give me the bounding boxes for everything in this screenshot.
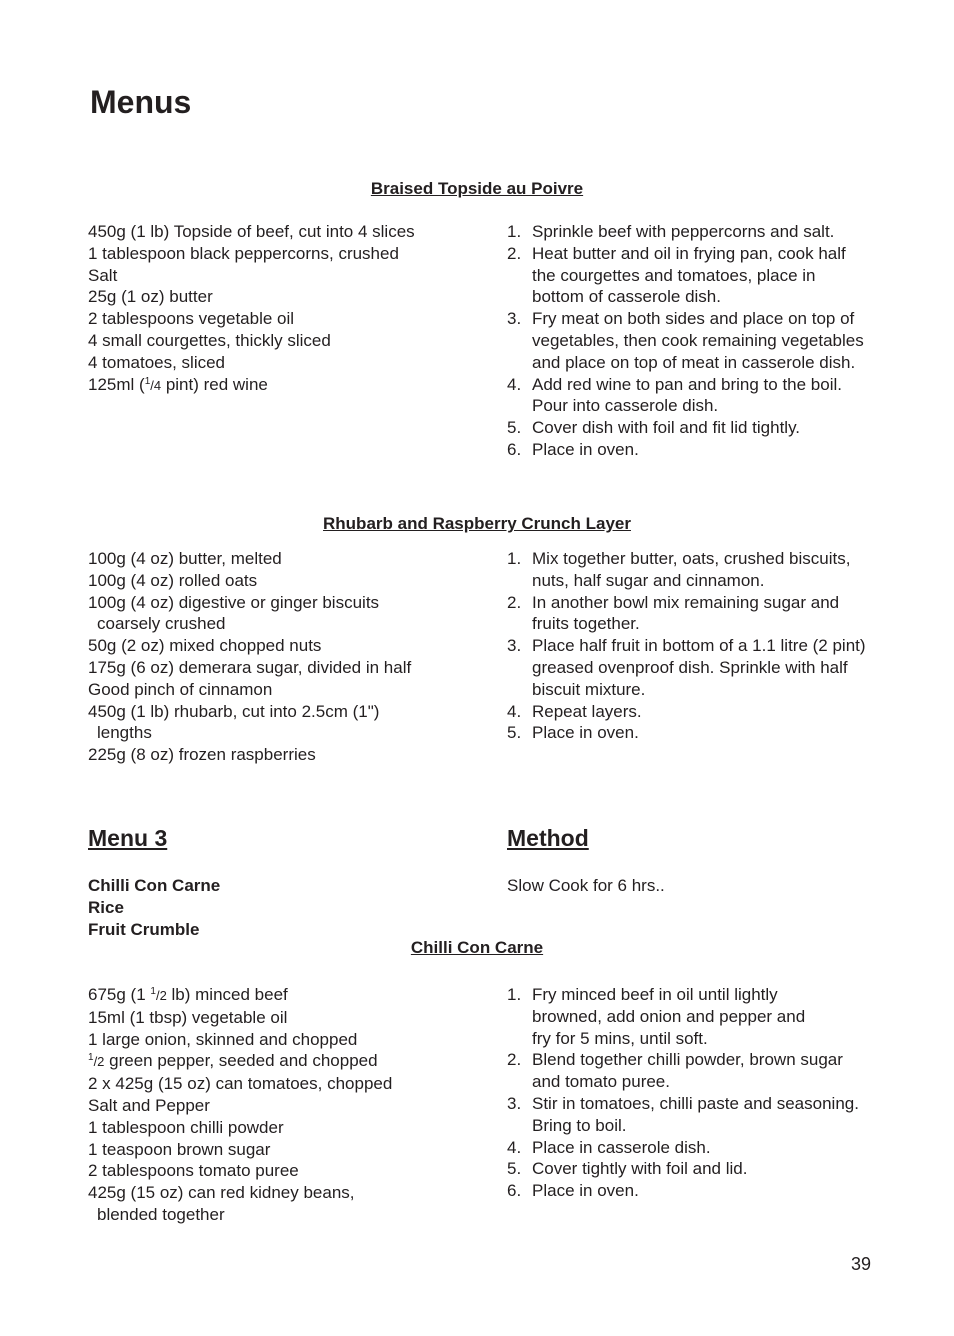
step-item: [507, 439, 867, 461]
recipe-title-braised-topside: Braised Topside au Poivre: [370, 179, 584, 198]
fraction-numerator: 1: [88, 1052, 94, 1064]
step-text: Cover dish with foil and fit lid tightly.: [532, 418, 801, 438]
steps-list-rhubarb-crunch: [507, 548, 867, 744]
step-text: Add red wine to pan and bring to the boil. Pour into casserole dish.: [532, 374, 842, 416]
step-number: 4.: [507, 701, 522, 721]
recipe-title-chilli-con-carne: Chilli Con Carne: [410, 938, 544, 957]
step-number: 2.: [507, 592, 522, 612]
step-text: Fry minced beef in oil until lightly browned, add onion and pepper and fry for 5 mins, until soft.: [532, 985, 806, 1048]
fraction-denominator: /4: [150, 377, 162, 393]
ingredient-item: 2 tablespoons tomato puree: [88, 1161, 299, 1181]
step-number: 5.: [507, 723, 522, 743]
step-text: Place half fruit in bottom of a 1.1 litre (2 pint) greased ovenproof dish. Sprinkle with half biscuit mixture.: [532, 636, 866, 699]
step-number: 2.: [507, 1050, 522, 1070]
step-item: [507, 1137, 867, 1159]
ingredients-list-rhubarb-crunch: [88, 548, 488, 766]
step-item: [507, 417, 867, 439]
ingredient-item-wine: [88, 374, 488, 397]
step-number: 5.: [507, 418, 522, 438]
ingredient-item: Salt and Pepper: [88, 1095, 210, 1115]
step-item: [507, 701, 867, 723]
fraction-numerator: 1: [144, 375, 151, 387]
menu-item: Rice: [88, 897, 124, 917]
ingredients-list-chilli-con-carne: [88, 984, 488, 1226]
menu-items-list: [88, 875, 220, 940]
step-text: Place in oven.: [532, 723, 639, 743]
step-text: Place in oven.: [532, 1181, 639, 1201]
ingredient-item: 450g (1 lb) Topside of beef, cut into 4 slices: [88, 222, 415, 241]
ingredient-item-beef: [88, 984, 488, 1007]
steps-list-chilli-con-carne: [507, 984, 867, 1202]
fraction-numerator: 1: [150, 986, 156, 997]
step-item: [507, 243, 867, 308]
steps-list-braised-topside: [507, 221, 867, 461]
ingredient-item: 2 tablespoons vegetable oil: [88, 309, 295, 329]
step-number: 3.: [507, 1093, 522, 1113]
step-number: 6.: [507, 439, 522, 459]
step-number: 4.: [507, 374, 522, 394]
step-item: [507, 548, 867, 592]
ingredient-item: 4 tomatoes, sliced: [88, 352, 226, 372]
step-text: Repeat layers.: [532, 701, 642, 721]
ingredient-item: 100g (4 oz) rolled oats: [88, 570, 258, 590]
step-item: [507, 221, 867, 243]
step-text: In another bowl mix remaining sugar and fruits together.: [532, 592, 840, 634]
step-item: [507, 592, 867, 636]
ingredient-item: 225g (8 oz) frozen raspberries: [88, 745, 316, 765]
ingredient-item: Good pinch of cinnamon: [88, 679, 273, 699]
ingredient-item: 1 teaspoon brown sugar: [88, 1139, 271, 1159]
step-item: [507, 308, 867, 373]
step-text: Place in casserole dish.: [532, 1137, 711, 1157]
beef-prefix: 675g (1: [88, 985, 151, 1004]
page-title: Menus: [90, 84, 192, 120]
ingredient-item: 1 tablespoon chilli powder: [88, 1117, 284, 1137]
step-text: Cover tightly with foil and lid.: [532, 1159, 748, 1179]
wine-prefix: 125ml (: [88, 374, 145, 394]
ingredient-item: 50g (2 oz) mixed chopped nuts: [88, 636, 322, 656]
ingredient-item: 425g (15 oz) can red kidney beans, blended together: [88, 1183, 355, 1224]
step-item: [507, 1180, 867, 1202]
ingredient-item: 15ml (1 tbsp) vegetable oil: [88, 1007, 288, 1027]
recipe-title-rhubarb-crunch: Rhubarb and Raspberry Crunch Layer: [323, 514, 631, 533]
ingredient-item: 25g (1 oz) butter: [88, 287, 213, 307]
ingredient-item: 1 large onion, skinned and chopped: [88, 1029, 358, 1049]
method-text: Slow Cook for 6 hrs..: [507, 876, 665, 895]
step-text: Heat butter and oil in frying pan, cook half the courgettes and tomatoes, place in bottom of casserole dish.: [532, 243, 846, 307]
wine-suffix: pint) red wine: [161, 374, 268, 394]
menu-item: Fruit Crumble: [88, 919, 200, 939]
pepper-suffix: green pepper, seeded and chopped: [104, 1051, 378, 1071]
ingredient-item: 1 tablespoon black peppercorns, crushed: [88, 243, 399, 263]
ingredient-item: 450g (1 lb) rhubarb, cut into 2.5cm (1") lengths: [88, 701, 380, 743]
step-number: 1.: [507, 222, 522, 241]
ingredient-item: 4 small courgettes, thickly sliced: [88, 330, 331, 350]
menu-item: Chilli Con Carne: [88, 876, 221, 895]
step-number: 5.: [507, 1159, 522, 1179]
method-heading: Method: [507, 825, 589, 851]
step-item: [507, 984, 867, 1049]
step-text: Place in oven.: [532, 439, 639, 459]
step-number: 6.: [507, 1181, 522, 1201]
step-text: Sprinkle beef with peppercorns and salt.: [532, 222, 835, 241]
ingredients-list-braised-topside: [88, 221, 488, 396]
fraction-denominator: /2: [93, 1054, 105, 1070]
page-number: 39: [850, 1254, 871, 1274]
step-item: [507, 635, 867, 700]
fraction-denominator: /2: [155, 988, 167, 1003]
ingredient-item: Salt: [88, 265, 118, 285]
ingredient-item: 100g (4 oz) butter, melted: [88, 549, 282, 568]
step-item: [507, 1158, 867, 1180]
menu-heading: Menu 3: [88, 825, 168, 851]
step-item: [507, 1093, 867, 1137]
step-text: Stir in tomatoes, chilli paste and seasoning. Bring to boil.: [532, 1093, 859, 1135]
step-item: [507, 722, 867, 744]
ingredient-item-pepper: [88, 1050, 488, 1073]
beef-suffix: lb) minced beef: [166, 985, 288, 1004]
step-item: [507, 374, 867, 418]
step-number: 2.: [507, 243, 522, 263]
step-number: 1.: [507, 985, 522, 1004]
step-text: Fry meat on both sides and place on top of vegetables, then cook remaining vegetables and place on top of meat in casserole dish.: [532, 309, 864, 372]
step-item: [507, 1049, 867, 1093]
step-number: 1.: [507, 549, 522, 568]
ingredient-item: 100g (4 oz) digestive or ginger biscuits coarsely crushed: [88, 592, 380, 634]
step-text: Blend together chilli powder, brown sugar and tomato puree.: [532, 1050, 843, 1092]
step-number: 3.: [507, 309, 522, 329]
ingredient-item: 2 x 425g (15 oz) can tomatoes, chopped: [88, 1074, 393, 1094]
step-number: 3.: [507, 636, 522, 656]
step-number: 4.: [507, 1137, 522, 1157]
ingredient-item: 175g (6 oz) demerara sugar, divided in half: [88, 657, 412, 677]
step-text: Mix together butter, oats, crushed biscuits, nuts, half sugar and cinnamon.: [532, 549, 851, 590]
